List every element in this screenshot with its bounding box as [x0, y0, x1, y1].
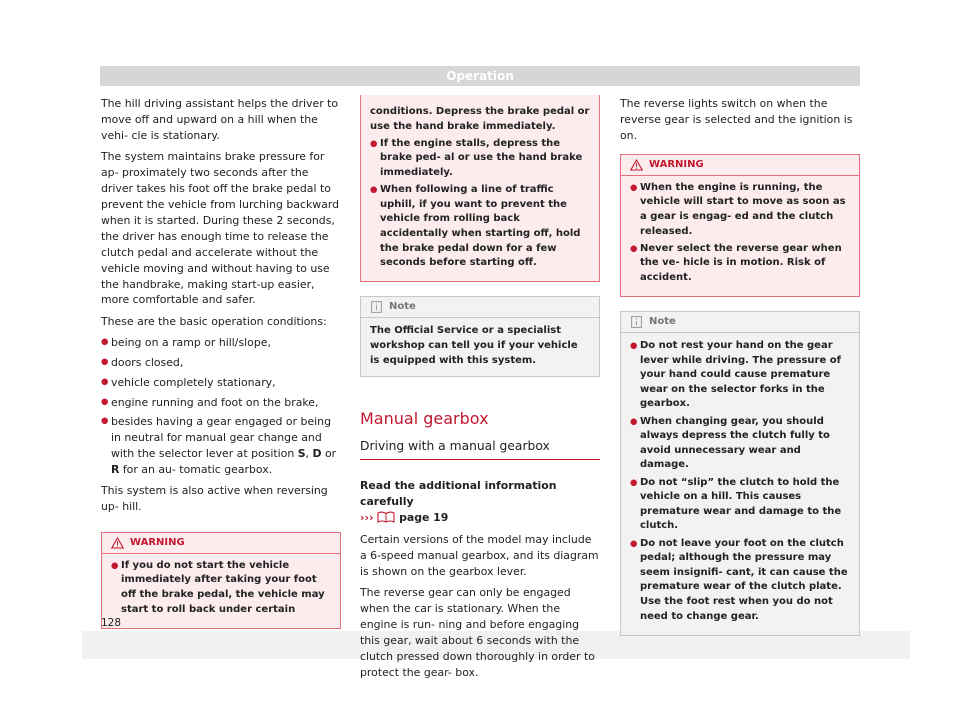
- list-item: ● engine running and foot on the brake,: [101, 395, 341, 411]
- list-item: ● being on a ramp or hill/slope,: [101, 335, 341, 351]
- note-title: Note: [389, 301, 416, 313]
- warning-box: [620, 154, 860, 297]
- paragraph: The hill driving assistant helps the driver to move off and upward on a hill when the vehi- cle is stationary.: [101, 97, 339, 142]
- position-s: S: [297, 447, 306, 461]
- read-more-text: Read the additional information carefully: [360, 479, 557, 508]
- list-item: [101, 414, 341, 478]
- note-box: [620, 311, 860, 636]
- book-icon: [377, 511, 395, 523]
- warning-header: [102, 533, 340, 554]
- info-note-icon: [371, 301, 382, 313]
- paragraph: The reverse gear can only be engaged when the car is stationary. When the engine is run- ning and before engaging this gear, wait about 6 seconds with the clutch pressed down thoroughly in order to protect the gear- box.: [360, 586, 595, 679]
- note-item: ● Do not “slip” the clutch to hold the vehicle on a hill. This causes premature wear and damage to the clutch.: [630, 476, 850, 534]
- note-header: [621, 312, 859, 333]
- note-header: [361, 297, 599, 318]
- note-box: [360, 296, 600, 377]
- read-more-link[interactable]: [360, 510, 600, 526]
- warning-continuation: conditions. Depress the brake pedal or use the hand brake immediately.: [370, 106, 590, 132]
- list-item: ● doors closed,: [101, 355, 341, 371]
- warning-title: WARNING: [130, 536, 185, 548]
- warning-item: ● If the engine stalls, depress the brake ped- al or use the hand brake immediately.: [370, 137, 590, 181]
- paragraph: The system maintains brake pressure for ap- proximately two seconds after the driver takes his foot off the brake pedal to prevent the vehicle from lurching backward when it is started. During these 2 seconds, the driver has enough time to release the clutch pedal and accelerate without the vehicle moving and without having to use the handbrake, making start-up easier, more comfortable and safer.: [101, 150, 340, 307]
- position-r: R: [111, 463, 120, 476]
- column-2: [360, 96, 600, 686]
- subsection-title: Driving with a manual gearbox: [360, 438, 600, 460]
- note-item: ● When changing gear, you should always depress the clutch fully to avoid unnecessary wear and damage.: [630, 415, 850, 473]
- header-bar: [100, 66, 860, 86]
- note-body: [621, 333, 859, 635]
- arrow-icon: ›››: [360, 510, 374, 524]
- header-title: Operation: [446, 69, 514, 83]
- note-title: Note: [649, 316, 676, 328]
- list-item-text: besides having a gear engaged or being in neutral for manual gear change and with the selector lever at position: [111, 415, 331, 461]
- info-note-icon: [631, 316, 642, 328]
- paragraph: This system is also active when reversing up- hill.: [101, 483, 328, 513]
- warning-body: [621, 176, 859, 296]
- separator: or: [321, 447, 337, 461]
- note-body: The Official Service or a specialist workshop can tell you if your vehicle is equipped with this system.: [370, 325, 578, 366]
- note-item: ● Do not leave your foot on the clutch pedal; although the pressure may seem insignifi- cant, it can cause the premature wear of the clutch plate. Use the foot rest when you do not need to change gear.: [630, 537, 850, 625]
- position-d: D: [312, 447, 322, 461]
- list-item-text: for an au- tomatic gearbox.: [119, 463, 273, 476]
- warning-box-continued: [360, 95, 600, 282]
- warning-header: [621, 155, 859, 176]
- separator: ,: [305, 447, 313, 461]
- note-item: ● Do not rest your hand on the gear lever while driving. The pressure of your hand could cause premature wear on the selector forks in the gearbox.: [630, 339, 850, 412]
- section-title: Manual gearbox: [360, 409, 489, 429]
- paragraph: The reverse lights switch on when the reverse gear is selected and the ignition is on.: [620, 97, 853, 142]
- paragraph: Certain versions of the model may include a 6-speed manual gearbox, and its diagram is shown on the gearbox lever.: [360, 532, 599, 578]
- warning-triangle-icon: [111, 537, 124, 549]
- column-1: [101, 96, 341, 629]
- warning-item: ● If you do not start the vehicle immediately after taking your foot off the brake pedal, the vehicle may start to roll back under certain: [111, 559, 331, 617]
- warning-body: [102, 554, 340, 628]
- column-3: [620, 96, 860, 636]
- warning-item: ● Never select the reverse gear when the ve- hicle is in motion. Risk of accident.: [630, 242, 850, 286]
- warning-triangle-icon: [630, 159, 643, 171]
- list-item: ● vehicle completely stationary,: [101, 375, 341, 391]
- warning-box: [101, 532, 341, 629]
- warning-item: ● When the engine is running, the vehicle will start to move as soon as a gear is engag- ed and the clutch released.: [630, 181, 850, 239]
- page-reference: page 19: [399, 510, 449, 524]
- warning-body: [361, 95, 599, 281]
- page-number: 128: [101, 617, 122, 629]
- read-more: [360, 478, 600, 526]
- paragraph: These are the basic operation conditions:: [101, 314, 327, 328]
- warning-item: ● When following a line of traffic uphill, if you want to prevent the vehicle from rolling back accidentally when starting off, hold the brake pedal down for a few seconds before starting off.: [370, 183, 590, 271]
- warning-title: WARNING: [649, 158, 704, 170]
